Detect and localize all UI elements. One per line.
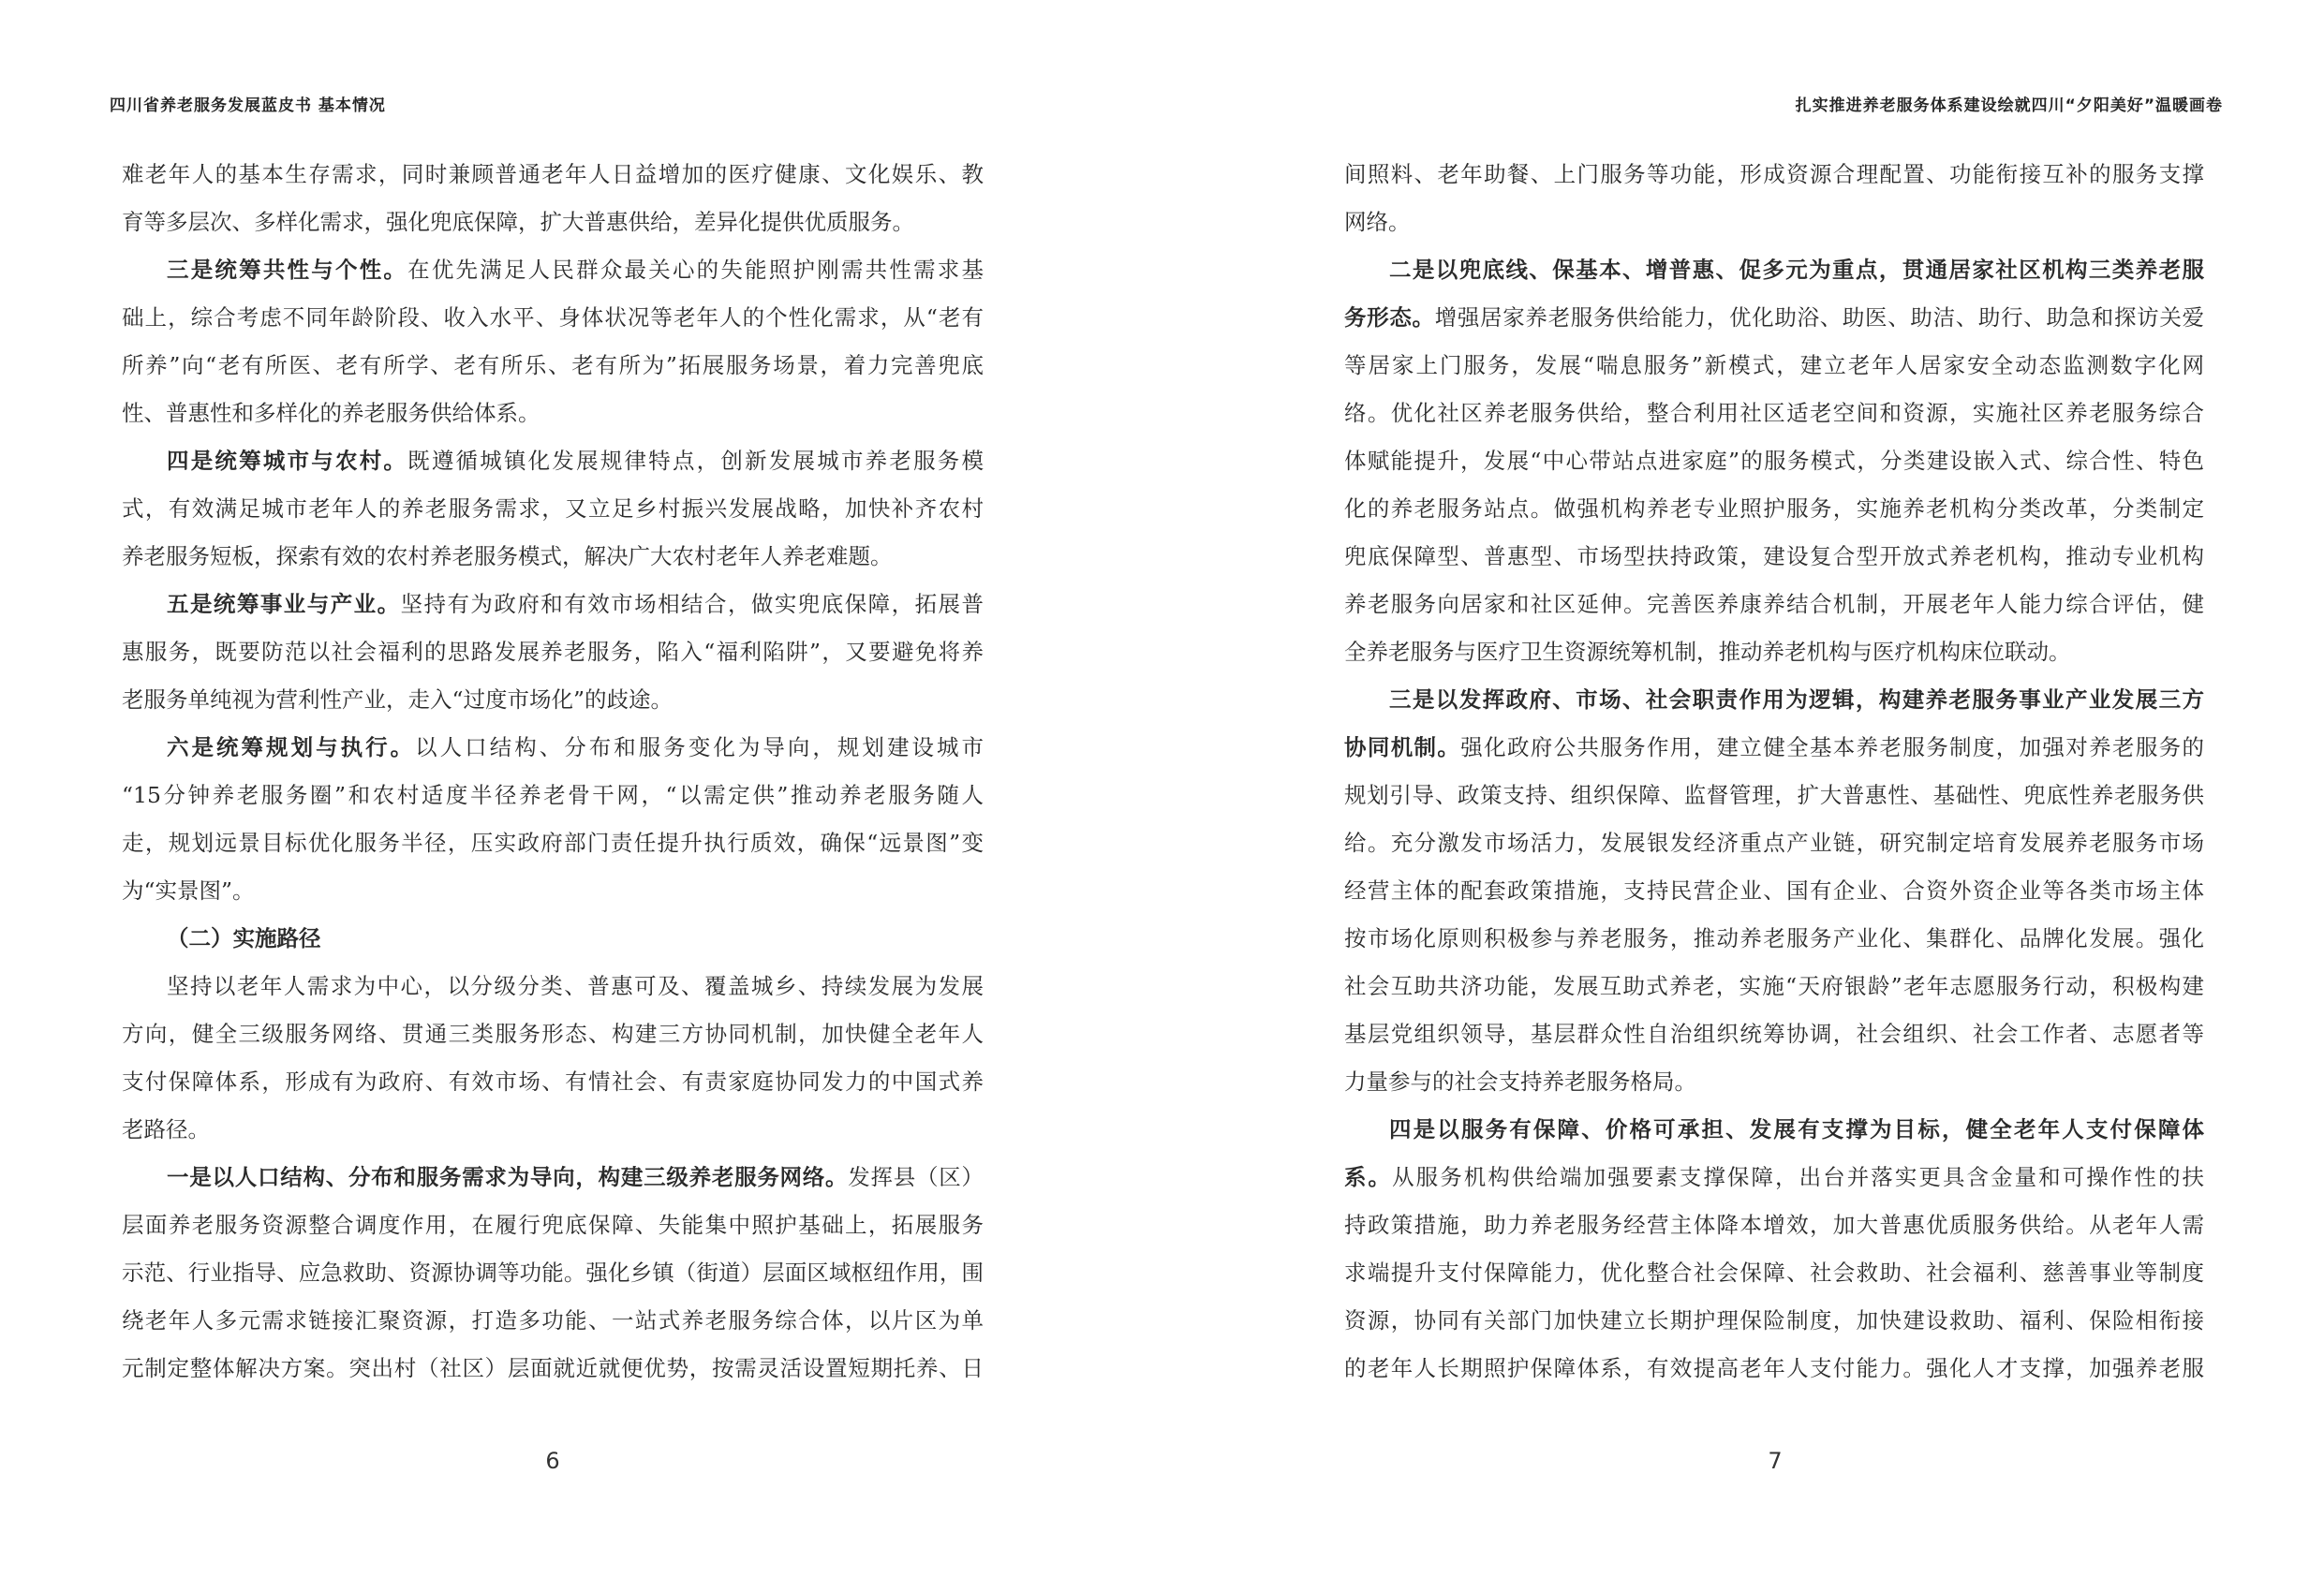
line-text: 体赋能提升，发展“中心带站点进家庭”的服务模式，分类建设嵌入式、综合性、特色	[1344, 448, 2204, 474]
line-text: 惠服务，既要防范以社会福利的思路发展养老服务，陷入“福利陷阱”，又要避免将养	[122, 639, 984, 665]
text-line	[122, 963, 984, 1010]
line-text: 经营主体的配套政策措施，支持民营企业、国有企业、合资外资企业等各类市场主体	[1344, 877, 2204, 904]
heading-text: （二）实施路径	[167, 925, 321, 951]
line-text: 支付保障体系，形成有为政府、有效市场、有情社会、有责家庭协同发力的中国式养	[122, 1069, 984, 1095]
line-text: 坚持以老年人需求为中心，以分级分类、普惠可及、覆盖城乡、持续发展为发展	[167, 973, 984, 999]
page-number-left: 6	[545, 1448, 560, 1474]
text-line	[122, 342, 984, 390]
line-text: 性、普惠性和多样化的养老服务供给体系。	[122, 400, 540, 426]
line-text: 既遵循城镇化发展规律特点，创新发展城市养老服务模	[407, 448, 984, 474]
text-line	[122, 437, 984, 485]
line-text: 等居家上门服务，发展“喘息服务”新模式，建立老年人居家安全动态监测数字化网	[1344, 352, 2204, 378]
line-text: 难老年人的基本生存需求，同时兼顾普通老年人日益增加的医疗健康、文化娱乐、教	[122, 161, 984, 187]
line-text: 层面养老服务资源整合调度作用，在履行兜底保障、失能集中照护基础上，拓展服务	[122, 1212, 984, 1238]
line-text: 从服务机构供给端加强要素支撑保障，出台并落实更具含金量和可操作性的扶	[1392, 1164, 2204, 1190]
line-text: 老服务单纯视为营利性产业，走入“过度市场化”的歧途。	[122, 686, 674, 713]
line-text: 示范、行业指导、应急救助、资源协调等功能。强化乡镇（街道）层面区域枢纽作用，围	[122, 1260, 984, 1286]
line-text: 绕老年人多元需求链接汇聚资源，打造多功能、一站式养老服务综合体，以片区为单	[122, 1307, 984, 1334]
line-text: 兜底保障型、普惠型、市场型扶持政策，建设复合型开放式养老机构，推动专业机构	[1344, 543, 2204, 569]
line-text: 全养老服务与医疗卫生资源统筹机制，推动养老机构与医疗机构床位联动。	[1344, 639, 2071, 665]
text-line	[122, 1058, 984, 1106]
bold-lead-text: 六是统筹规划与执行。	[167, 734, 416, 760]
text-line	[122, 1345, 984, 1393]
text-line	[1344, 390, 2204, 437]
bold-lead-text: 系。	[1344, 1164, 1393, 1190]
text-line	[122, 1201, 984, 1249]
text-line	[1344, 676, 2204, 724]
text-line	[1344, 151, 2204, 199]
text-line	[1344, 533, 2204, 581]
text-line	[1344, 963, 2204, 1010]
bold-lead-text: 务形态。	[1344, 304, 1435, 331]
line-text: 的老年人长期照护保障体系，有效提高老年人支付能力。强化人才支撑，加强养老服	[1344, 1355, 2204, 1381]
text-line	[122, 246, 984, 294]
line-text: 老路径。	[122, 1116, 210, 1142]
line-text: 发挥县（区）	[848, 1164, 984, 1190]
text-line	[1344, 1345, 2204, 1393]
text-line	[122, 390, 984, 437]
text-line	[1344, 1249, 2204, 1297]
text-line	[1344, 724, 2204, 772]
text-line	[1344, 246, 2204, 294]
text-line	[1344, 628, 2204, 676]
text-line	[122, 676, 984, 724]
text-line	[1344, 772, 2204, 819]
line-text: 方向，健全三级服务网络、贯通三类服务形态、构建三方协同机制，加快健全老年人	[122, 1021, 984, 1047]
text-line	[1344, 1106, 2204, 1154]
bold-lead-text: 一是以人口结构、分布和服务需求为导向，构建三级养老服务网络。	[167, 1164, 849, 1190]
text-line	[1344, 867, 2204, 915]
bold-lead-text: 四是统筹城市与农村。	[167, 448, 408, 474]
text-line	[122, 485, 984, 533]
text-line	[1344, 1010, 2204, 1058]
line-text: 基层党组织领导，基层群众性自治组织统筹协调，社会组织、社会工作者、志愿者等	[1344, 1021, 2204, 1047]
bold-lead-text: 三是以发挥政府、市场、社会职责作用为逻辑，构建养老服务事业产业发展三方	[1389, 686, 2204, 713]
line-text: 规划引导、政策支持、组织保障、监督管理，扩大普惠性、基础性、兜底性养老服务供	[1344, 782, 2204, 808]
text-line	[1344, 485, 2204, 533]
line-text: 在优先满足人民群众最关心的失能照护刚需共性需求基	[407, 257, 984, 283]
line-text: 养老服务短板，探索有效的农村养老服务模式，解决广大农村老年人养老难题。	[122, 543, 893, 569]
text-line	[122, 772, 984, 819]
text-line	[1344, 819, 2204, 867]
text-line	[122, 724, 984, 772]
text-line	[122, 294, 984, 342]
text-line	[122, 533, 984, 581]
line-text: 强化政府公共服务作用，建立健全基本养老服务制度，加强对养老服务的	[1460, 734, 2204, 760]
text-line	[122, 1297, 984, 1345]
text-line	[122, 819, 984, 867]
line-text: 育等多层次、多样化需求，强化兜底保障，扩大普惠供给，差异化提供优质服务。	[122, 209, 914, 235]
bold-lead-text: 三是统筹共性与个性。	[167, 257, 408, 283]
line-text: 资源，协同有关部门加快建立长期护理保险制度，加快建设救助、福利、保险相衔接	[1344, 1307, 2204, 1334]
text-line	[1344, 1058, 2204, 1106]
text-line	[1344, 294, 2204, 342]
text-line	[122, 1154, 984, 1201]
line-text: “15分钟养老服务圈”和农村适度半径养老骨干网，“以需定供”推动养老服务随人	[122, 782, 984, 808]
text-line	[1344, 199, 2204, 246]
text-line	[1344, 342, 2204, 390]
text-line	[122, 628, 984, 676]
section-heading	[122, 915, 984, 963]
line-text: 增强居家养老服务供给能力，优化助浴、助医、助洁、助行、助急和探访关爱	[1434, 304, 2204, 331]
line-text: 力量参与的社会支持养老服务格局。	[1344, 1069, 1696, 1095]
text-line	[1344, 1297, 2204, 1345]
line-text: 持政策措施，助力养老服务经营主体降本增效，加大普惠优质服务供给。从老年人需	[1344, 1212, 2204, 1238]
running-head-left: 四川省养老服务发展蓝皮书 基本情况	[110, 96, 386, 115]
text-line	[1344, 437, 2204, 485]
line-text: 络。优化社区养老服务供给，整合利用社区适老空间和资源，实施社区养老服务综合	[1344, 400, 2204, 426]
line-text: 养老服务向居家和社区延伸。完善医养康养结合机制，开展老年人能力综合评估，健	[1344, 591, 2204, 617]
line-text: 为“实景图”。	[122, 877, 255, 904]
text-line	[122, 867, 984, 915]
bold-lead-text: 二是以兜底线、保基本、增普惠、促多元为重点，贯通居家社区机构三类养老服	[1389, 257, 2204, 283]
text-line	[1344, 915, 2204, 963]
line-text: 走，规划远景目标优化服务半径，压实政府部门责任提升执行质效，确保“远景图”变	[122, 830, 984, 856]
text-line	[122, 581, 984, 628]
line-text: 网络。	[1344, 209, 1411, 235]
line-text: 以人口结构、分布和服务变化为导向，规划建设城市	[415, 734, 984, 760]
text-line	[122, 1249, 984, 1297]
line-text: 给。充分激发市场活力，发展银发经济重点产业链，研究制定培育发展养老服务市场	[1344, 830, 2204, 856]
text-line	[122, 1106, 984, 1154]
left-body-text	[122, 151, 984, 1393]
text-line	[122, 1010, 984, 1058]
bold-lead-text: 五是统筹事业与产业。	[167, 591, 401, 617]
line-text: 求端提升支付保障能力，优化整合社会保障、社会救助、社会福利、慈善事业等制度	[1344, 1260, 2204, 1286]
text-line	[1344, 1154, 2204, 1201]
line-text: 础上，综合考虑不同年龄阶段、收入水平、身体状况等老年人的个性化需求，从“老有	[122, 304, 984, 331]
right-body-text	[1344, 151, 2204, 1393]
page-number-right: 7	[1768, 1448, 1783, 1474]
line-text: 社会互助共济功能，发展互助式养老，实施“天府银龄”老年志愿服务行动，积极构建	[1344, 973, 2204, 999]
text-line	[1344, 581, 2204, 628]
bold-lead-text: 协同机制。	[1344, 734, 1461, 760]
line-text: 元制定整体解决方案。突出村（社区）层面就近就便优势，按需灵活设置短期托养、日	[122, 1355, 984, 1381]
line-text: 式，有效满足城市老年人的养老服务需求，又立足乡村振兴发展战略，加快补齐农村	[122, 495, 984, 522]
line-text: 坚持有为政府和有效市场相结合，做实兜底保障，拓展普	[400, 591, 984, 617]
text-line	[122, 199, 984, 246]
right-page	[1162, 0, 2324, 1577]
line-text: 间照料、老年助餐、上门服务等功能，形成资源合理配置、功能衔接互补的服务支撑	[1344, 161, 2204, 187]
text-line	[122, 151, 984, 199]
line-text: 所养”向“老有所医、老有所学、老有所乐、老有所为”拓展服务场景，着力完善兜底	[122, 352, 984, 378]
line-text: 化的养老服务站点。做强机构养老专业照护服务，实施养老机构分类改革，分类制定	[1344, 495, 2204, 522]
line-text: 按市场化原则积极参与养老服务，推动养老服务产业化、集群化、品牌化发展。强化	[1344, 925, 2204, 951]
running-head-right: 扎实推进养老服务体系建设绘就四川“夕阳美好”温暖画卷	[1795, 96, 2223, 115]
text-line	[1344, 1201, 2204, 1249]
bold-lead-text: 四是以服务有保障、价格可承担、发展有支撑为目标，健全老年人支付保障体	[1389, 1116, 2204, 1142]
